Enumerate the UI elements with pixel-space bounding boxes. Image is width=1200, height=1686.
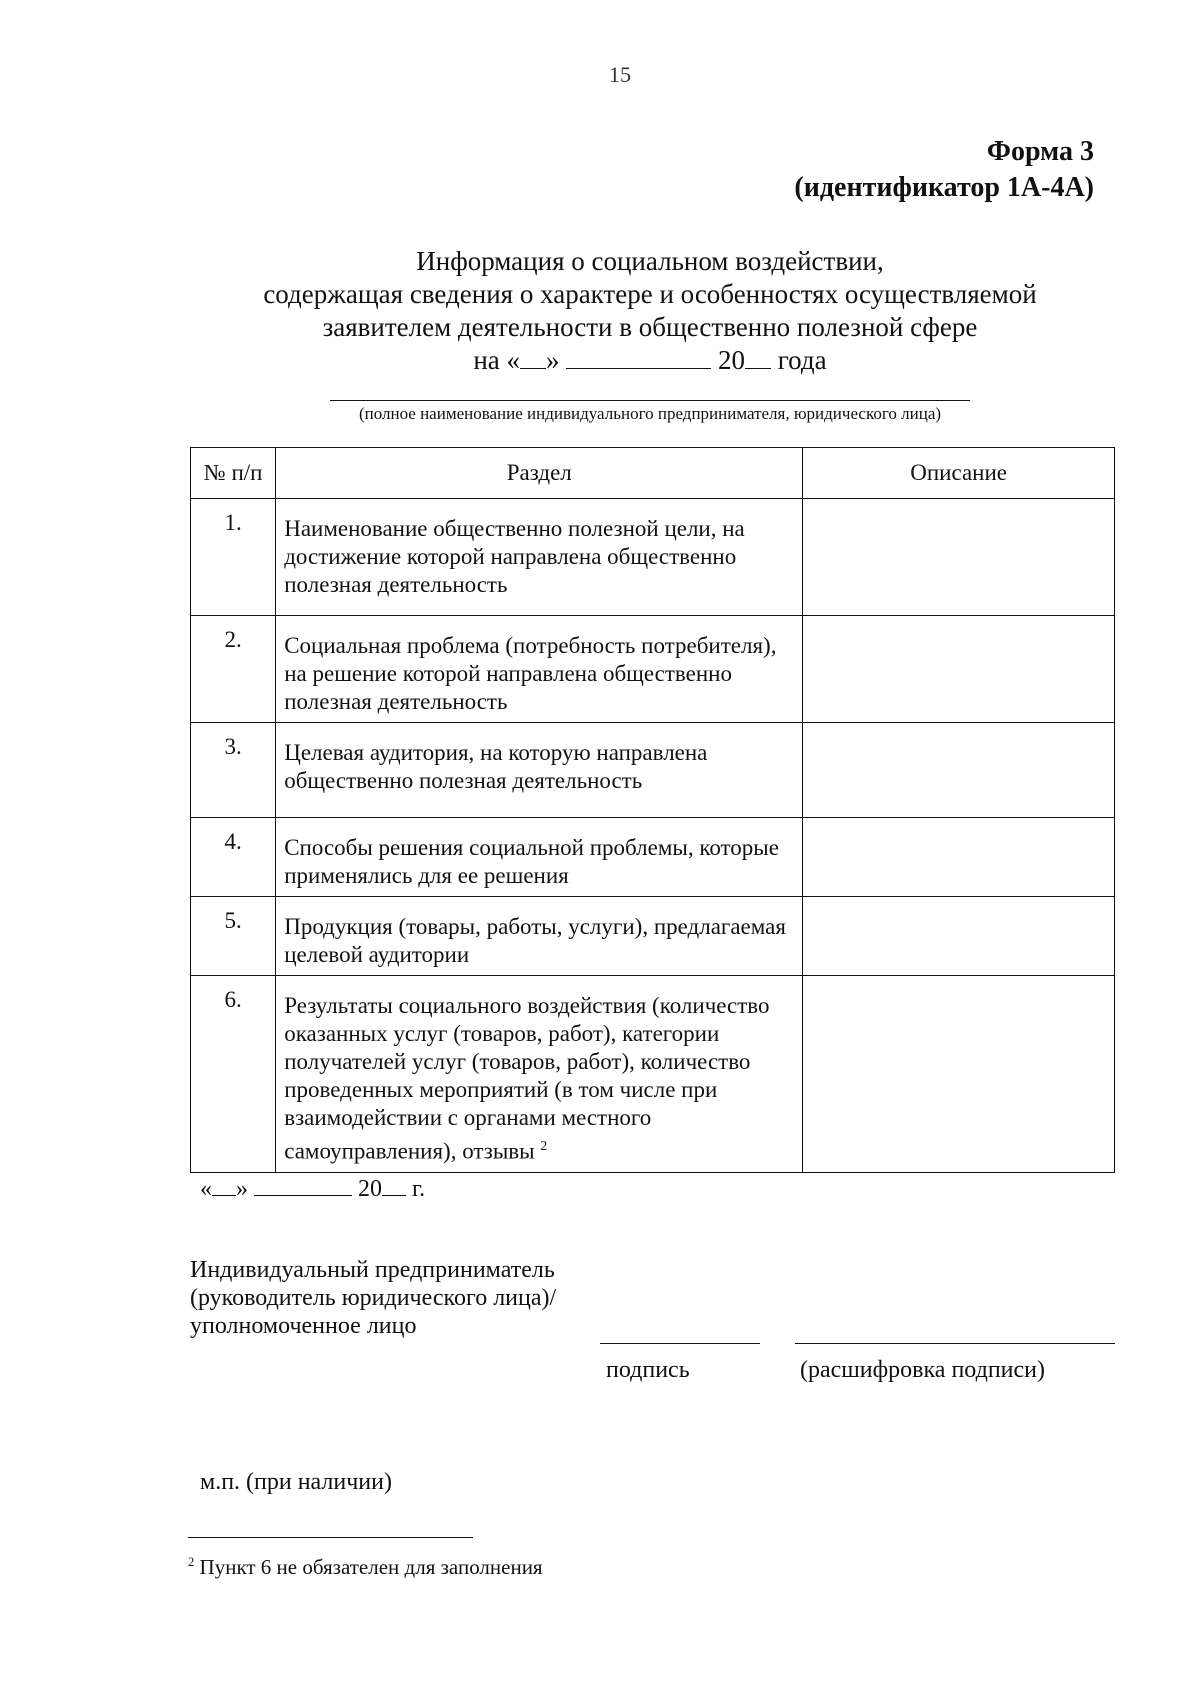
sign-date-suffix: г. <box>412 1176 426 1202</box>
row-description-cell[interactable] <box>803 897 1115 976</box>
signer-line-1: Индивидуальный предприниматель <box>190 1257 555 1283</box>
table-row <box>191 897 1115 976</box>
footnote-divider <box>188 1537 473 1538</box>
title-line-2: содержащая сведения о характере и особенностях осуществляемой <box>263 279 1037 309</box>
footnote-reference: 2 <box>540 1138 548 1153</box>
signature-decode-field[interactable] <box>795 1343 1115 1344</box>
footnote-text: Пункт 6 не обязателен для заполнения <box>199 1555 543 1579</box>
title-date-year: 20 <box>718 345 746 375</box>
day-blank[interactable] <box>520 344 546 369</box>
applicant-name-caption: (полное наименование индивидуального предпринимателя, юридического лица) <box>358 404 942 423</box>
document-title <box>0 245 1200 377</box>
title-date-mid: » <box>546 345 560 375</box>
row-number: 3. <box>191 723 276 818</box>
row-description-cell[interactable] <box>803 723 1115 818</box>
header-description: Описание <box>803 448 1115 499</box>
signature-caption: подпись <box>606 1357 690 1383</box>
row-section: Способы решения социальной проблемы, которые применялись для ее решения <box>276 818 803 897</box>
footnote-mark: 2 <box>188 1555 195 1569</box>
sign-date-prefix: « <box>200 1176 212 1202</box>
form-number: Форма 3 <box>986 136 1094 167</box>
year-blank[interactable] <box>745 344 771 369</box>
row-description-cell[interactable] <box>803 976 1115 1173</box>
social-impact-table <box>190 447 1115 1173</box>
table-row <box>191 818 1115 897</box>
row-number: 4. <box>191 818 276 897</box>
signature-field[interactable] <box>600 1343 760 1344</box>
row-number: 5. <box>191 897 276 976</box>
header-section: Раздел <box>276 448 803 499</box>
table-row <box>191 499 1115 616</box>
header-number: № п/п <box>191 448 276 499</box>
applicant-name-field[interactable] <box>330 400 970 401</box>
row-number: 2. <box>191 616 276 723</box>
signature-date-line <box>200 1173 425 1203</box>
signer-title <box>190 1256 556 1340</box>
sign-year-blank[interactable] <box>382 1173 406 1196</box>
table-row <box>191 723 1115 818</box>
stamp-place: м.п. (при наличии) <box>200 1469 392 1495</box>
sign-day-blank[interactable] <box>212 1173 236 1196</box>
footnote <box>188 1555 543 1580</box>
row-description-cell[interactable] <box>803 818 1115 897</box>
row-description-cell[interactable] <box>803 499 1115 616</box>
table-row <box>191 616 1115 723</box>
row-section: Целевая аудитория, на которую направлена общественно полезная деятельность <box>276 723 803 818</box>
row-description-cell[interactable] <box>803 616 1115 723</box>
signature-decode-caption: (расшифровка подписи) <box>800 1357 1045 1383</box>
title-line-1: Информация о социальном воздействии, <box>416 246 884 276</box>
sign-month-blank[interactable] <box>254 1173 352 1196</box>
sign-date-year: 20 <box>358 1176 382 1202</box>
title-line-3: заявителем деятельности в общественно полезной сфере <box>322 312 978 342</box>
row-number: 1. <box>191 499 276 616</box>
signer-line-2: (руководитель юридического лица)/ <box>190 1285 557 1311</box>
signer-line-3: уполномоченное лицо <box>190 1313 417 1339</box>
row-number: 6. <box>191 976 276 1173</box>
row-section: Продукция (товары, работы, услуги), предлагаемая целевой аудитории <box>276 897 803 976</box>
title-date-line <box>0 344 1200 377</box>
title-date-suffix: года <box>777 345 827 375</box>
page-number: 15 <box>609 62 631 87</box>
table-header-row <box>191 448 1115 499</box>
month-blank[interactable] <box>566 344 711 369</box>
form-identifier: (идентификатор 1А-4А) <box>794 172 1094 203</box>
row-section-text: Результаты социального воздействия (количество оказанных услуг (товаров, работ), категории получателей услуг (товаров, работ), количество проведенных мероприятий (в том числе при взаимодействии с органами местного самоуправления), отзывы <box>284 993 770 1164</box>
table-row <box>191 976 1115 1173</box>
row-section: Социальная проблема (потребность потребителя), на решение которой направлена общественно полезная деятельность <box>276 616 803 723</box>
title-date-prefix: на « <box>473 345 521 375</box>
row-section <box>276 976 803 1173</box>
row-section: Наименование общественно полезной цели, на достижение которой направлена общественно полезная деятельность <box>276 499 803 616</box>
sign-date-mid: » <box>236 1176 248 1202</box>
